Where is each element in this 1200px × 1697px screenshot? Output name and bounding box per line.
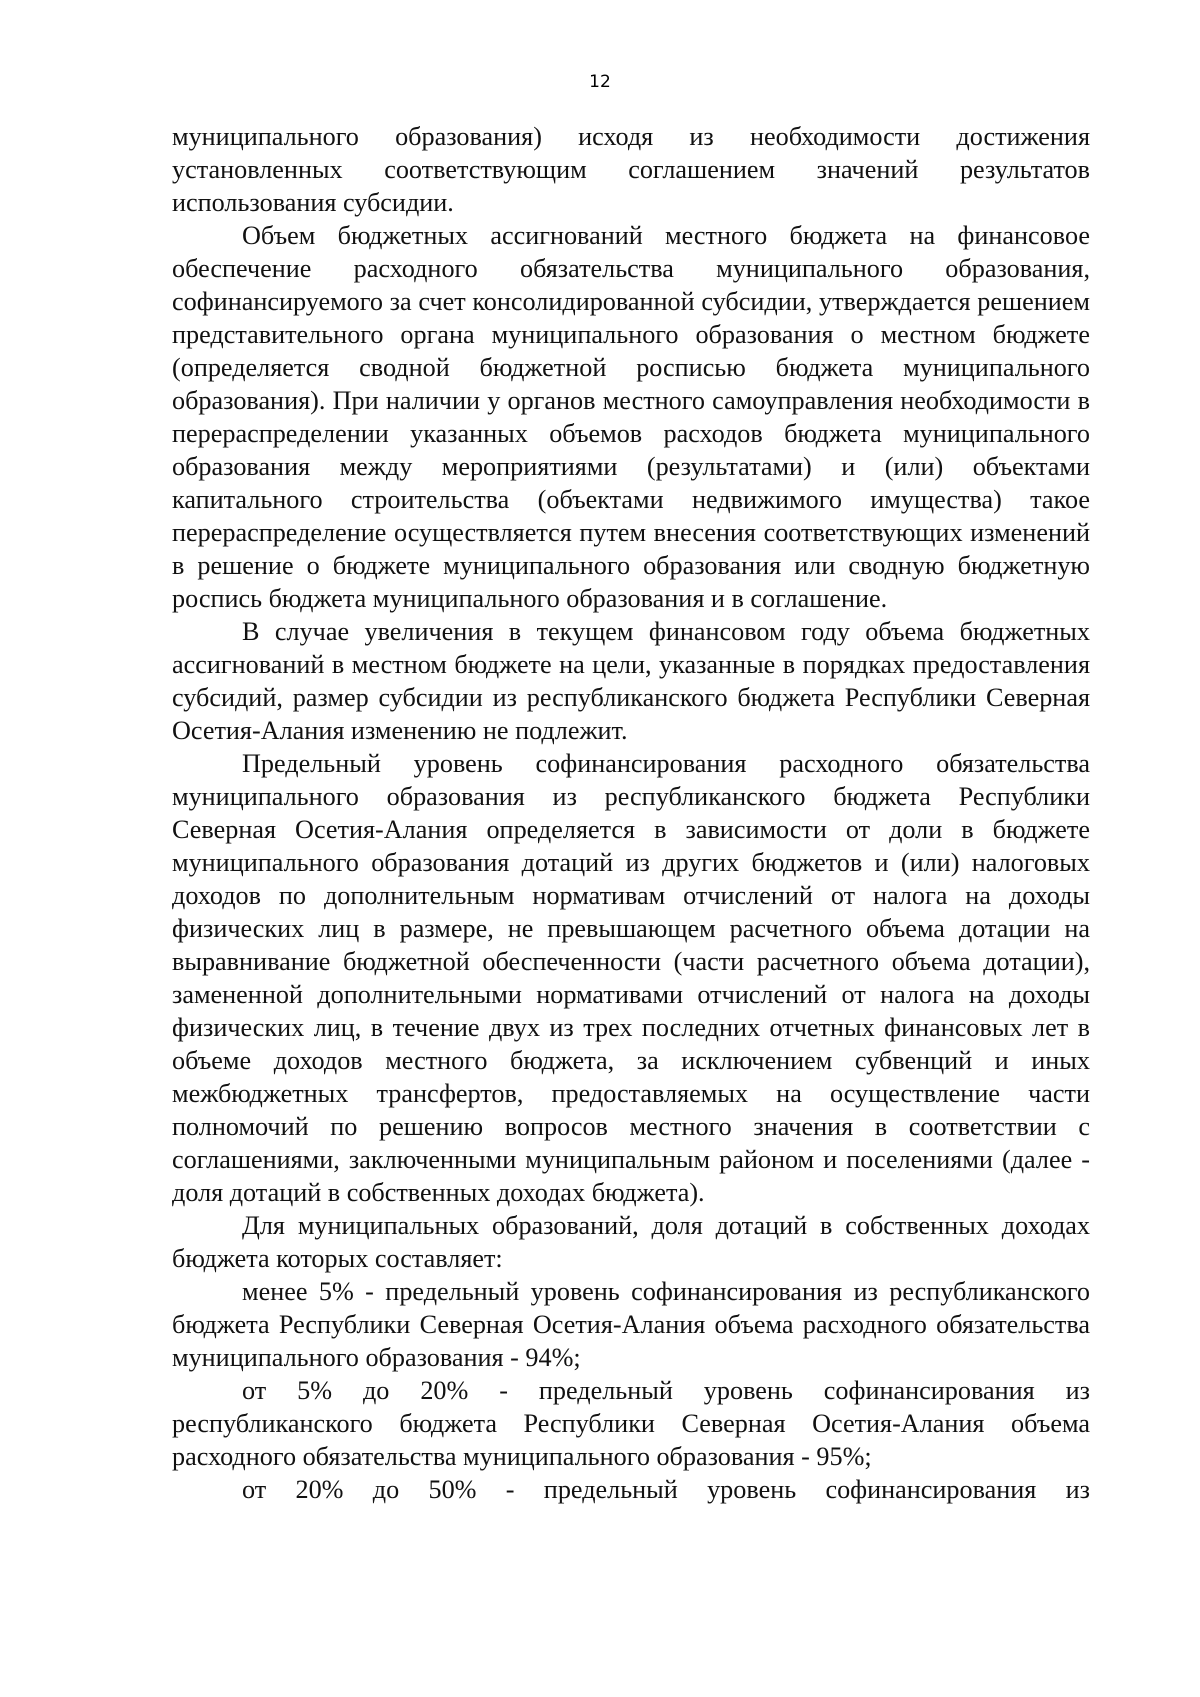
paragraph-cofinancing-level: Предельный уровень софинансирования расходного обязательства муниципального образования из республиканского бюджета Республики Северная Осетия-Алания определяется в зависимости от доли в бюджете муниципального образования дотаций из других бюджетов и (или) налоговых доходов по дополнительным нормативам отчислений от налога на доходы физических лиц в размере, не превышающем расчетного объема дотации на выравнивание бюджетной обеспеченности (части расчетного объема дотации), замененной дополнительными нормативами отчислений от налога на доходы физических лиц, в течение двух из трех последних отчетных финансовых лет в объеме доходов местного бюджета, за исключением субвенций и иных межбюджетных трансфертов, предоставляемых на осуществление части полномочий по решению вопросов местного значения в соответствии с соглашениями, заключенными муниципальным районом и поселениями (далее - доля дотаций в собственных доходах бюджета). [172, 749, 1090, 1207]
paragraph-budget-allocations: Объем бюджетных ассигнований местного бюджета на финансовое обеспечение расходного обязательства муниципального образования, софинансируемого за счет консолидированной субсидии, утверждается решением представительного органа муниципального образования о местном бюджете (определяется сводной бюджетной росписью бюджета муниципального образования). При наличии у органов местного самоуправления необходимости в перераспределении указанных объемов расходов бюджета муниципального образования между мероприятиями (результатами) и (или) объектами капитального строительства (объектами недвижимого имущества) такое перераспределение осуществляется путем внесения соответствующих изменений в решение о бюджете муниципального образования или сводную бюджетную роспись бюджета муниципального образования и в соглашение. [172, 221, 1090, 613]
list-item-5-to-20: от 5% до 20% - предельный уровень софинансирования из республиканского бюджета Республики Северная Осетия-Алания объема расходного обязательства муниципального образования - 95%; [172, 1376, 1090, 1471]
list-item-20-to-50: от 20% до 50% - предельный уровень софинансирования из [242, 1475, 1090, 1504]
page-number: 12 [589, 72, 611, 92]
document-body [172, 120, 1090, 1506]
paragraph-allocation-increase: В случае увеличения в текущем финансовом году объема бюджетных ассигнований в местном бюджете на цели, указанные в порядках предоставления субсидий, размер субсидии из республиканского бюджета Республики Северная Осетия-Алания изменению не подлежит. [172, 617, 1090, 745]
paragraph-continuation: муниципального образования) исходя из необходимости достижения установленных соответствующим соглашением значений результатов использования субсидии. [172, 122, 1090, 217]
paragraph-municipalities-share: Для муниципальных образований, доля дотаций в собственных доходах бюджета которых составляет: [172, 1211, 1090, 1273]
list-item-less-than-5: менее 5% - предельный уровень софинансирования из республиканского бюджета Республики Северная Осетия-Алания объема расходного обязательства муниципального образования - 94%; [172, 1277, 1090, 1372]
